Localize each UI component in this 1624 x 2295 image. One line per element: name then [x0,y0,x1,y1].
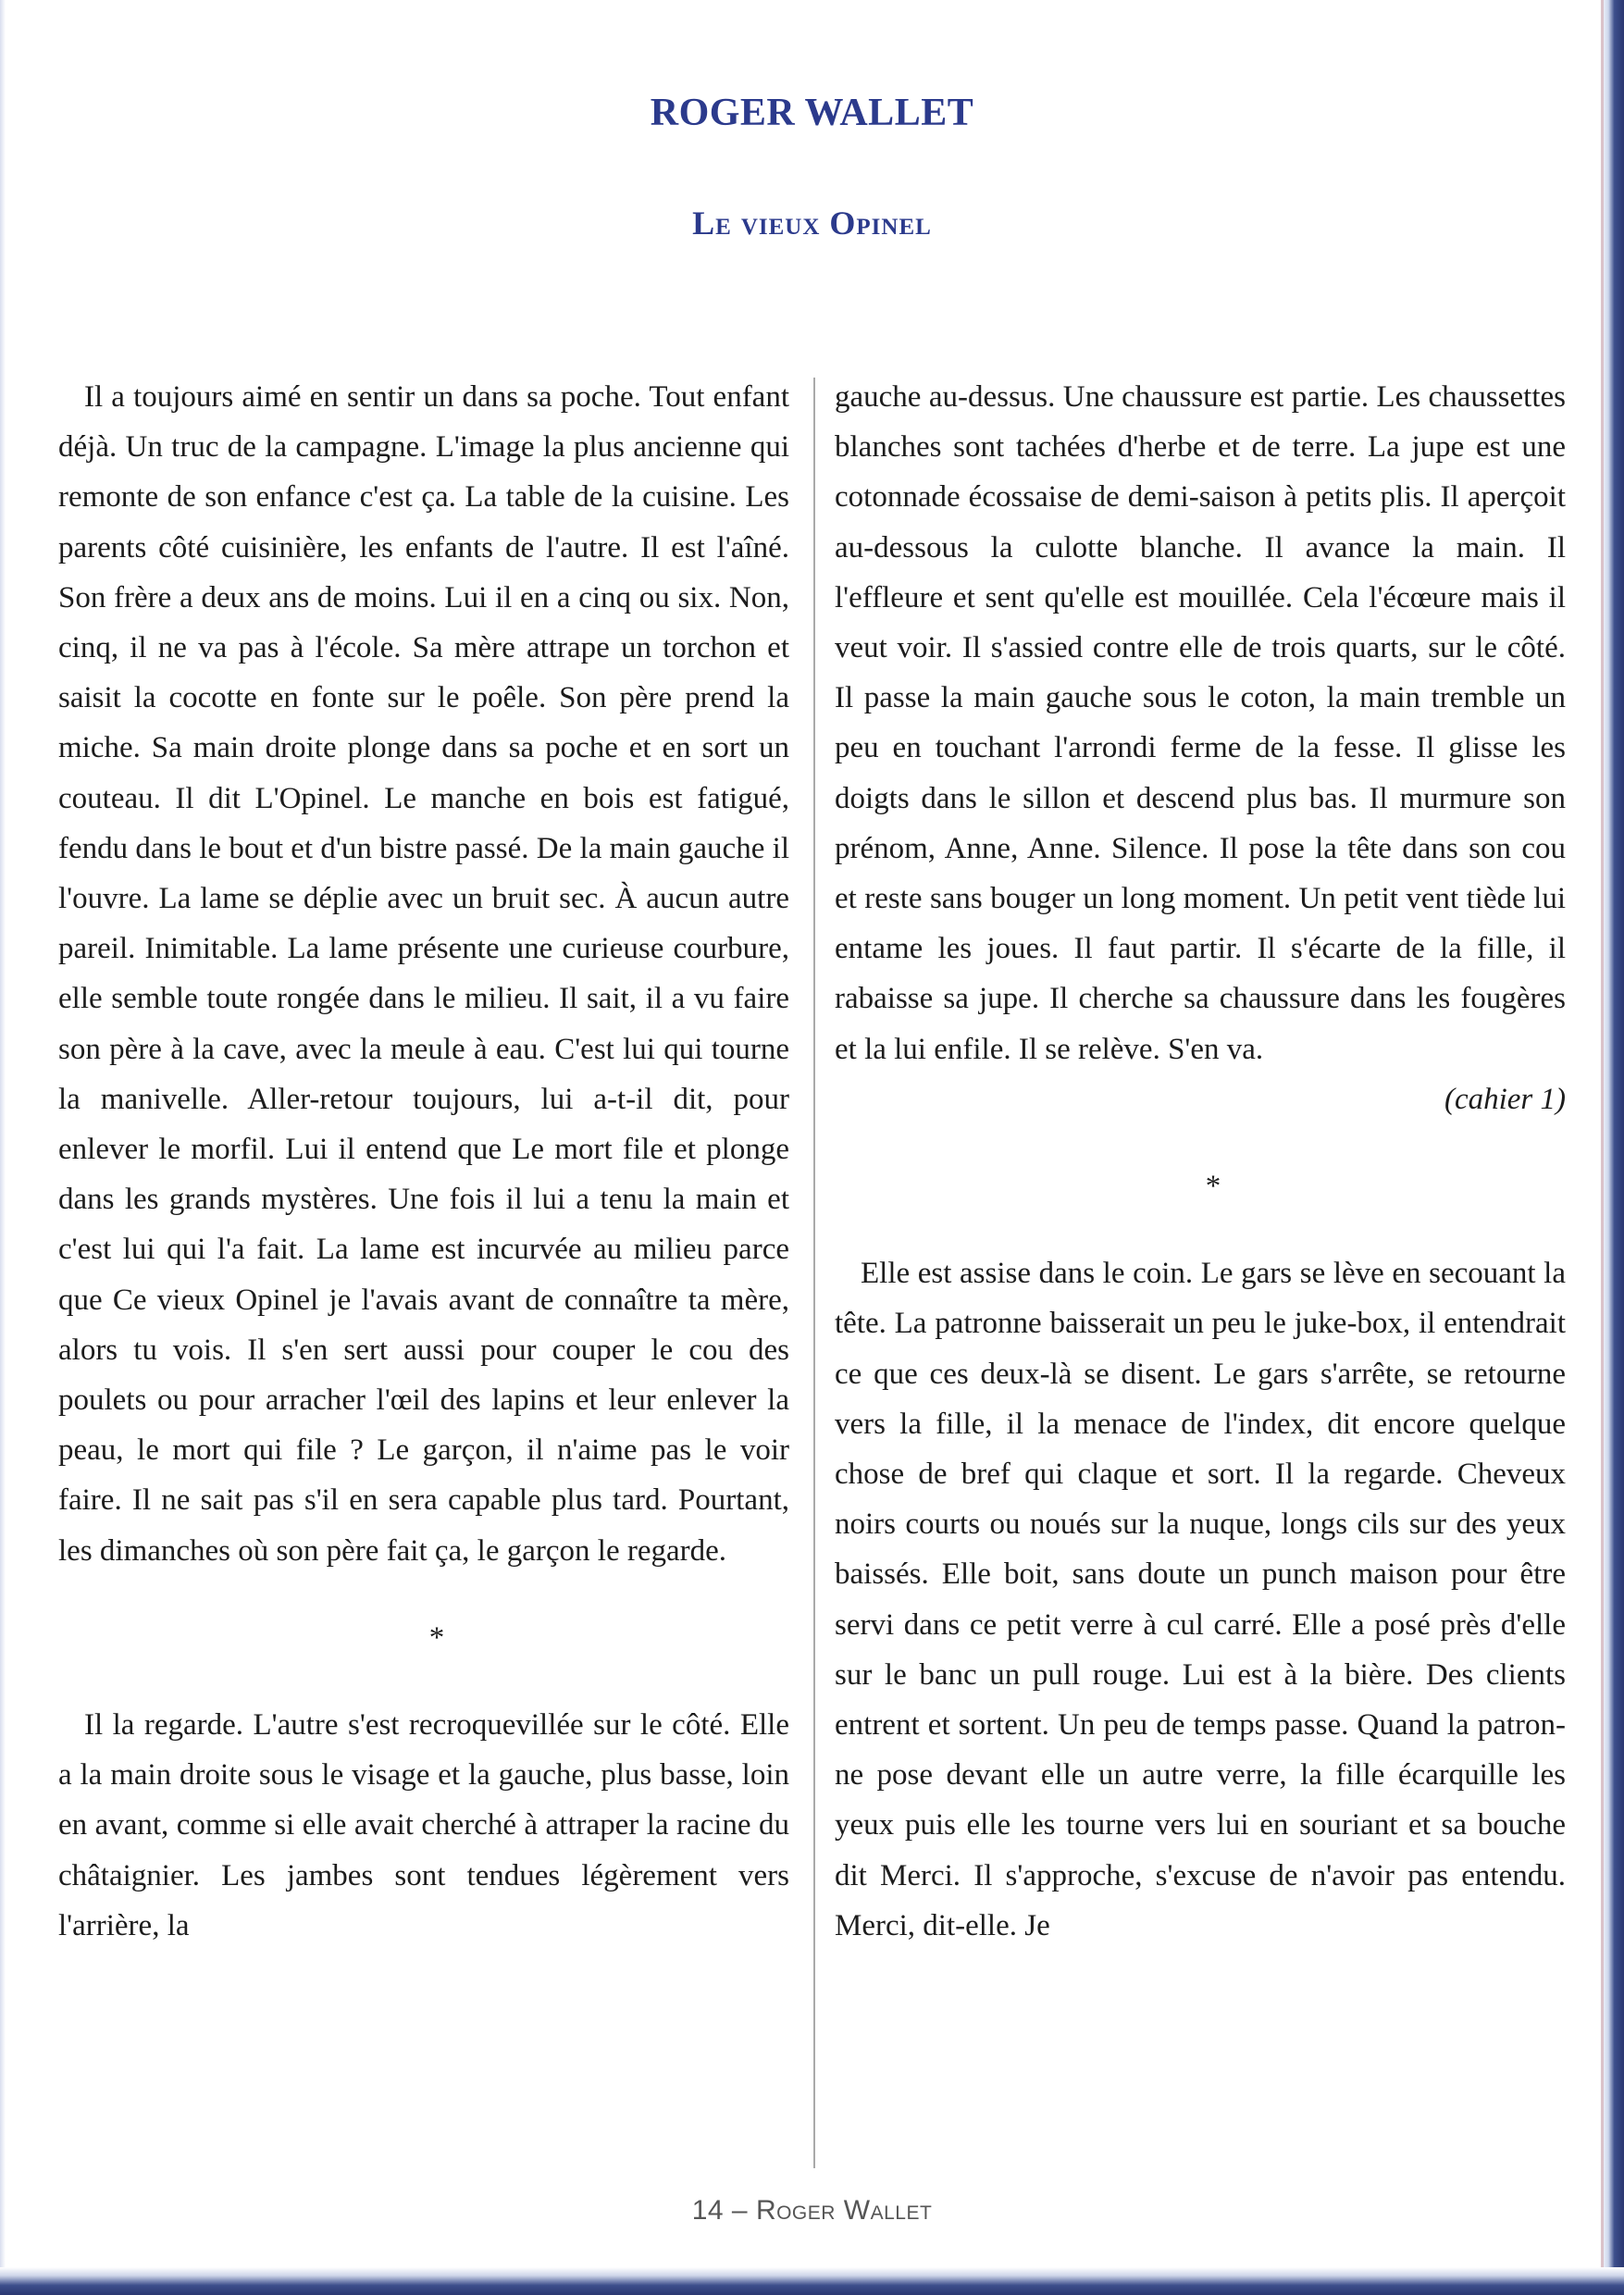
page-edge-bottom [0,2267,1624,2295]
page-edge-right-tint [1601,0,1604,2295]
section-separator: * [428,1620,445,1655]
story-title: Le vieux Opinel [692,205,932,242]
section-separator: * [1205,1170,1221,1204]
column-divider [813,378,815,2168]
running-head: Roger Wallet [755,2195,933,2226]
left-column [58,372,789,1951]
footer-dash: – [731,2195,749,2226]
paragraph-2-continued: gauche au-dessus. Une chaussure est partie. Les chaussettes blanches sont tachées d'herbe et de terre. La jupe est une cotonnade écossaise de demi-saison à petits plis. Il aperçoit au-dessous la culotte blanche. Il avance la main. Il l'effleure et sent qu'elle est mouillée. Cela l'écœure mais il veut voir. Il s'assied contre elle de trois quarts, sur le côté. Il passe la main gauche sous le coton, la main tremble un peu en touchant l'arrondi ferme de la fesse. Il glisse les doigts dans le sillon et descend plus bas. Il murmure son prénom, Anne, Anne. Silence. Il pose la tête dans son cou et reste sans bouger un long moment. Un petit vent tiède lui entame les joues. Il faut partir. Il s'écarte de la fille, il rabaisse sa jupe. Il cherche sa chaussure dans les fougères et la lui enfile. Il se relève. S'en va. [835,380,1566,1066]
paragraph-3: Elle est assise dans le coin. Le gars se lève en secouant la tête. La patronne baisserait un peu le juke-box, il entendrait ce que ces deux-là se disent. Le gars s'arrête, se retourne vers la fille, il la menace de l'index, dit encore quelque chose de bref qui claque et sort. Il la regarde. Cheveux noirs courts ou noués sur la nuque, longs cils sur des yeux baissés. Elle boit, sans doute un punch maison pour être servi dans ce petit verre à cul carré. Elle a posé près d'elle sur le banc un pull rouge. Lui est à la bière. Des clients entrent et sortent. Un peu de temps passe. Quand la patronne pose devant elle un autre verre, la fille écarquille les yeux puis elle les tourne vers lui en souriant et sa bouche dit Merci. Il s'approche, s'excuse de n'avoir pas entendu. Merci, dit-elle. Je [835,1257,1566,1942]
paragraph-1: Il a toujours aimé en sentir un dans sa poche. Tout enfant déjà. Un truc de la campagne. L'image la plus ancienne qui remonte de son enfance c'est ça. La table de la cuisine. Les parents côté cuisinière, les enfants de l'autre. Il est l'aîné. Son frère a deux ans de moins. Lui il en a cinq ou six. Non, cinq, il ne va pas à l'école. Sa mère attrape un torchon et saisit la cocotte en fonte sur le poêle. Son père prend la miche. Sa main droite plonge dans sa poche et en sort un couteau. Il dit L'Opinel. Le manche en bois est fatigué, fendu dans le bout et d'un bistre passé. De la main gauche il l'ouvre. La lame se déplie avec un bruit sec. À aucun autre pareil. Inimitable. La lame présente une curieuse courbure, elle semble toute rongée dans le milieu. Il sait, il a vu faire son père à la cave, avec la meule à eau. C'est lui qui tourne la manivelle. Aller-retour toujours, lui a-t-il dit, pour enlever le morfil. Lui il entend que Le mort file et plonge dans les grands mystères. Une fois il lui a tenu la main et c'est lui qui l'a fait. La lame est incurvée au milieu parce que Ce vieux Opinel je l'avais avant de connaître ta mère, alors tu vois. Il s'en sert aussi pour couper le cou des poulets ou pour arracher l'œil des lapins et leur enlever la peau, le mort qui file ? Le garçon, il n'aime pas le voir faire. Il ne sait pas s'il en sera capable plus tard. Pourtant, les dimanches où son père fait ça, le garçon le regarde. [58,380,789,1568]
author-heading: ROGER WALLET [650,92,974,134]
page-edge-left [0,0,6,2295]
attribution: (cahier 1) [1444,1082,1566,1116]
right-column [835,372,1566,1951]
paragraph-2: Il la regarde. L'autre s'est recroquevillée sur le côté. Elle a la main droite sous le visage et la gauche, plus basse, loin en avant, comme si elle avait cherché à attraper la racine du châtaignier. Les jambes sont tendues légèrement vers l'arrière, la [58,1708,789,1942]
page-footer [0,2195,1624,2227]
page-number: 14 [691,2195,725,2226]
